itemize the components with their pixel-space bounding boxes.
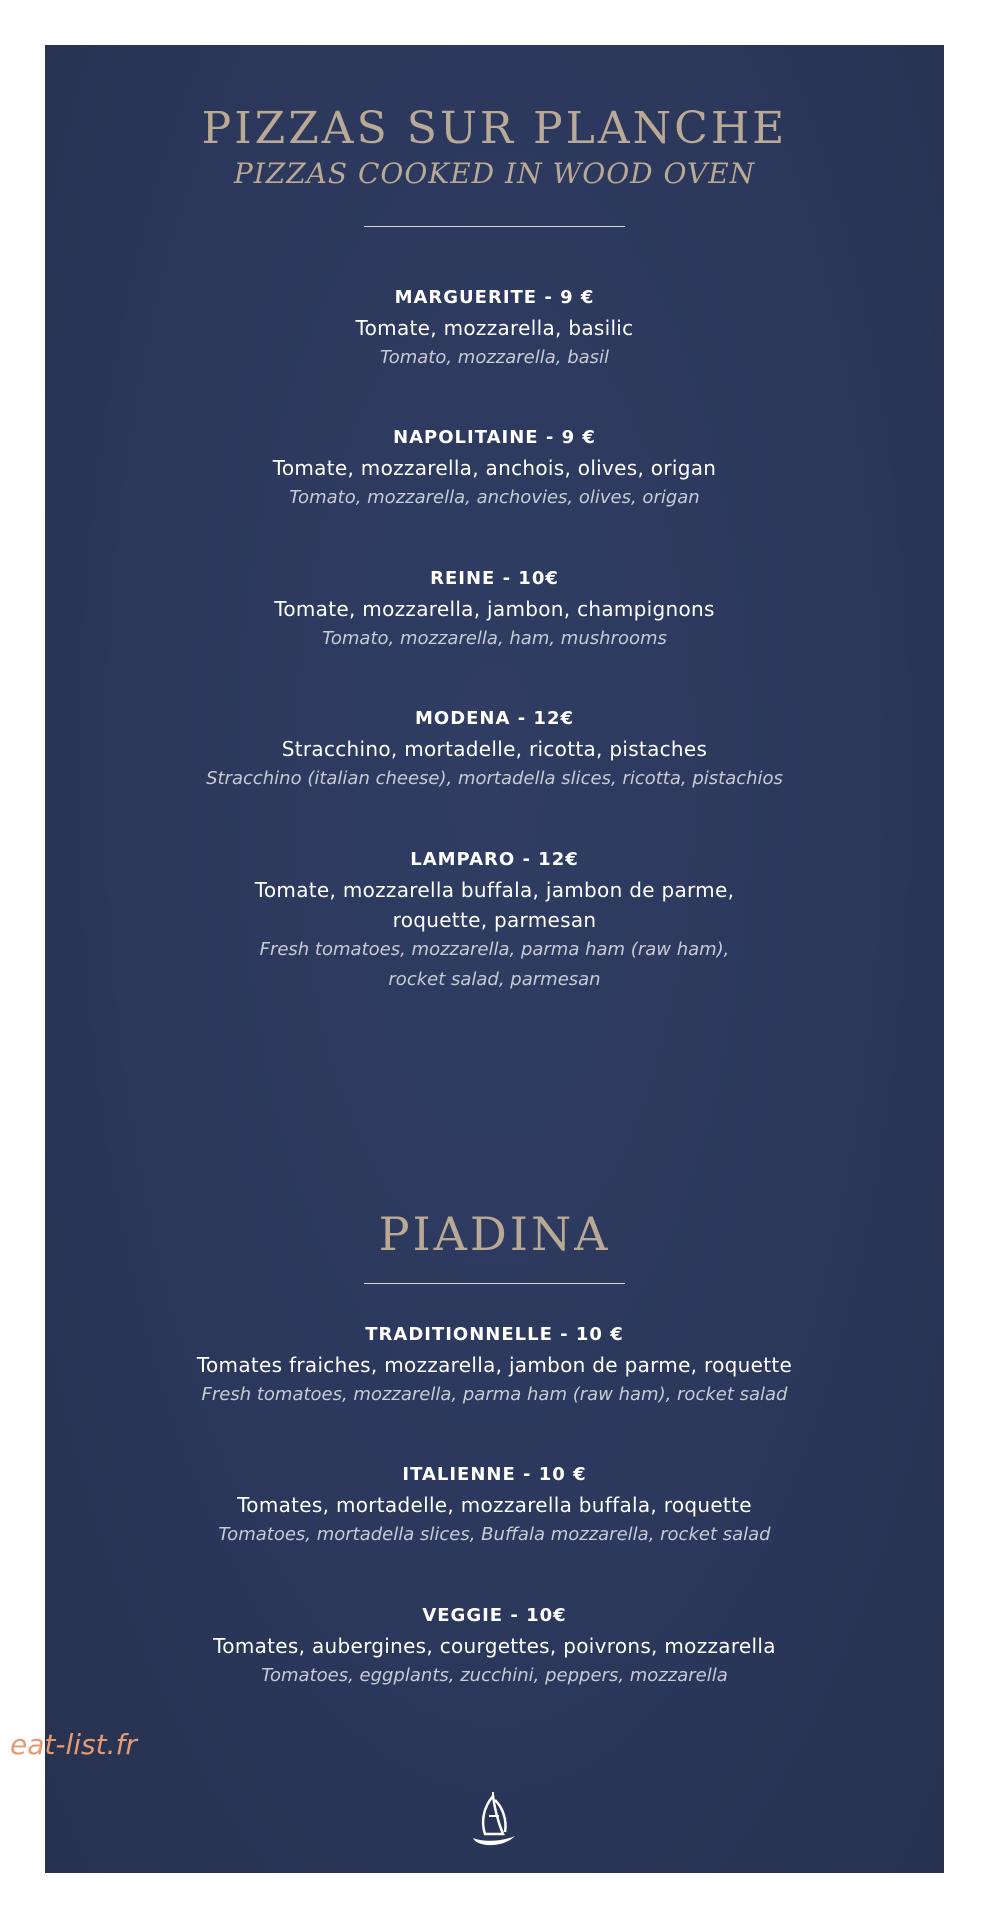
- item-description-en: Stracchino (italian cheese), mortadella slices, ricotta, pistachios: [206, 768, 783, 789]
- watermark-text: eat-list.fr: [10, 1728, 137, 1761]
- item-description-en: Tomatoes, eggplants, zucchini, peppers, mozzarella: [261, 1665, 728, 1686]
- item-name: MARGUERITE - 9 €: [394, 287, 595, 308]
- menu-item-reine: [45, 564, 944, 654]
- menu-item-lamparo: [45, 845, 944, 995]
- item-description-en: Tomatoes, mortadella slices, Buffala mozzarella, rocket salad: [218, 1524, 771, 1545]
- item-name: VEGGIE - 10€: [422, 1605, 567, 1626]
- item-description-en: Tomato, mozzarella, ham, mushrooms: [322, 628, 667, 649]
- item-name: ITALIENNE - 10 €: [402, 1464, 587, 1485]
- item-description-fr: Tomates, aubergines, courgettes, poivrons, mozzarella: [213, 1634, 776, 1658]
- menu-item-traditionnelle: [45, 1320, 944, 1410]
- item-description-fr-line2: roquette, parmesan: [392, 908, 597, 932]
- item-description-en: Tomato, mozzarella, anchovies, olives, origan: [289, 487, 700, 508]
- pizzas-section-subtitle: PIZZAS COOKED IN WOOD OVEN: [233, 157, 756, 190]
- piadina-section-title: PIADINA: [378, 1207, 611, 1261]
- item-description-fr: Tomates fraiches, mozzarella, jambon de parme, roquette: [196, 1353, 793, 1377]
- pizzas-section-title: PIZZAS SUR PLANCHE: [201, 103, 788, 154]
- item-description-fr: Tomate, mozzarella, basilic: [355, 316, 634, 340]
- pizzas-divider: [364, 226, 625, 227]
- item-description-fr: Stracchino, mortadelle, ricotta, pistaches: [281, 737, 708, 761]
- menu-item-italienne: [45, 1460, 944, 1550]
- item-name: TRADITIONNELLE - 10 €: [365, 1324, 624, 1345]
- item-name: MODENA - 12€: [414, 708, 575, 729]
- item-description-en-line1: Fresh tomatoes, mozzarella, parma ham (raw ham),: [259, 939, 730, 960]
- sailboat-logo-icon: [469, 1790, 519, 1848]
- menu-item-marguerite: [45, 283, 944, 373]
- item-description-fr-line1: Tomate, mozzarella buffala, jambon de parme,: [254, 878, 735, 902]
- item-description-en: Fresh tomatoes, mozzarella, parma ham (raw ham), rocket salad: [201, 1384, 788, 1405]
- item-name: LAMPARO - 12€: [410, 849, 579, 870]
- menu-item-modena: [45, 704, 944, 794]
- item-description-fr: Tomates, mortadelle, mozzarella buffala, roquette: [237, 1493, 752, 1517]
- item-description-fr: Tomate, mozzarella, jambon, champignons: [274, 597, 715, 621]
- piadina-divider: [364, 1283, 625, 1284]
- item-description-en-line2: rocket salad, parmesan: [388, 969, 601, 990]
- item-description-fr: Tomate, mozzarella, anchois, olives, origan: [272, 456, 717, 480]
- menu-panel: [45, 45, 944, 1873]
- item-name: REINE - 10€: [430, 568, 559, 589]
- item-name: NAPOLITAINE - 9 €: [393, 427, 596, 448]
- item-description-en: Tomato, mozzarella, basil: [379, 347, 610, 368]
- menu-item-veggie: [45, 1601, 944, 1691]
- menu-item-napolitaine: [45, 423, 944, 513]
